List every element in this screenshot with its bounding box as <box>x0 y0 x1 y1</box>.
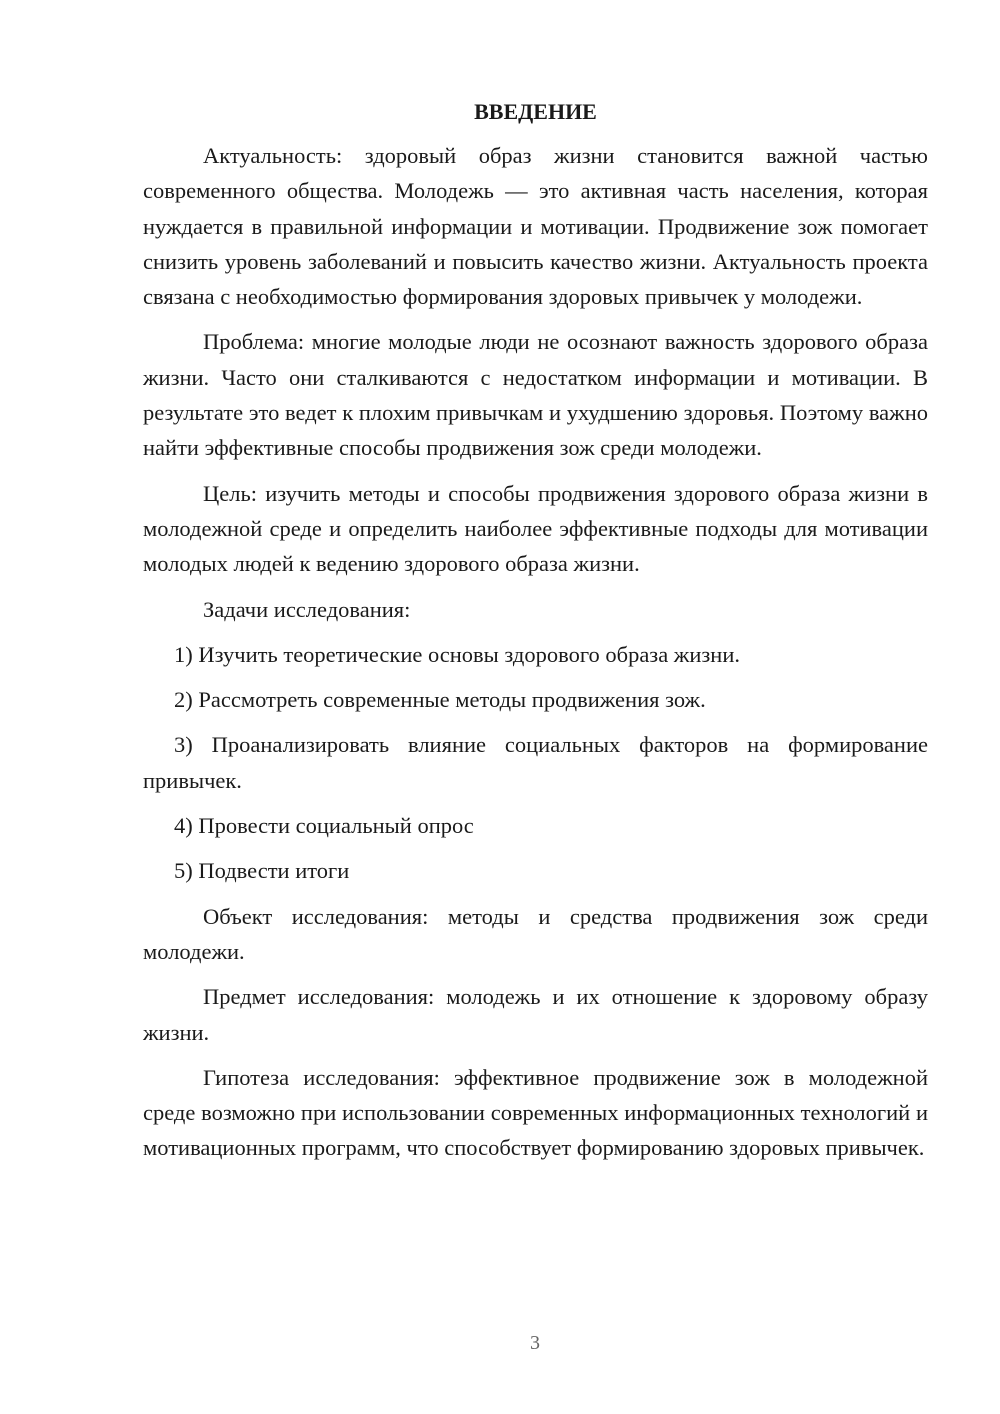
task-item-5: 5) Подвести итоги <box>174 858 350 884</box>
page-content <box>143 96 928 1176</box>
section-title: ВВЕДЕНИЕ <box>474 99 597 124</box>
subject-paragraph: Предмет исследования: молодежь и их отношение к здоровому образу жизни. <box>143 984 928 1045</box>
tasks-heading: Задачи исследования: <box>203 596 411 622</box>
task-item-1: 1) Изучить теоретические основы здорового образа жизни. <box>174 641 740 667</box>
relevance-paragraph: Актуальность: здоровый образ жизни становится важной частью современного общества. Молодежь — это активная часть населения, которая нуждается в правильной информации и мотивации. Продвижение зож помогает снизить уровень заболеваний и повысить качество жизни. Актуальность проекта связана с необходимостью формирования здоровых привычек у молодежи. <box>143 143 928 310</box>
goal-paragraph: Цель: изучить методы и способы продвижения здорового образа жизни в молодежной среде и определить наиболее эффективные подходы для мотивации молодых людей к ведению здорового образа жизни. <box>143 480 928 577</box>
problem-paragraph: Проблема: многие молодые люди не осознают важность здорового образа жизни. Часто они сталкиваются с недостатком информации и мотивации. В результате это ведет к плохим привычкам и ухудшению здоровья. Поэтому важно найти эффективные способы продвижения зож среди молодежи. <box>143 329 928 461</box>
page-number: 3 <box>530 1332 540 1354</box>
task-item-2: 2) Рассмотреть современные методы продвижения зож. <box>174 687 706 713</box>
object-paragraph: Объект исследования: методы и средства продвижения зож среди молодежи. <box>143 903 928 964</box>
task-item-3: 3) Проанализировать влияние социальных факторов на формирование привычек. <box>143 732 928 793</box>
task-item-4: 4) Провести социальный опрос <box>174 813 474 839</box>
hypothesis-paragraph: Гипотеза исследования: эффективное продвижение зож в молодежной среде возможно при использовании современных информационных технологий и мотивационных программ, что способствует формированию здоровых привычек. <box>143 1064 928 1161</box>
